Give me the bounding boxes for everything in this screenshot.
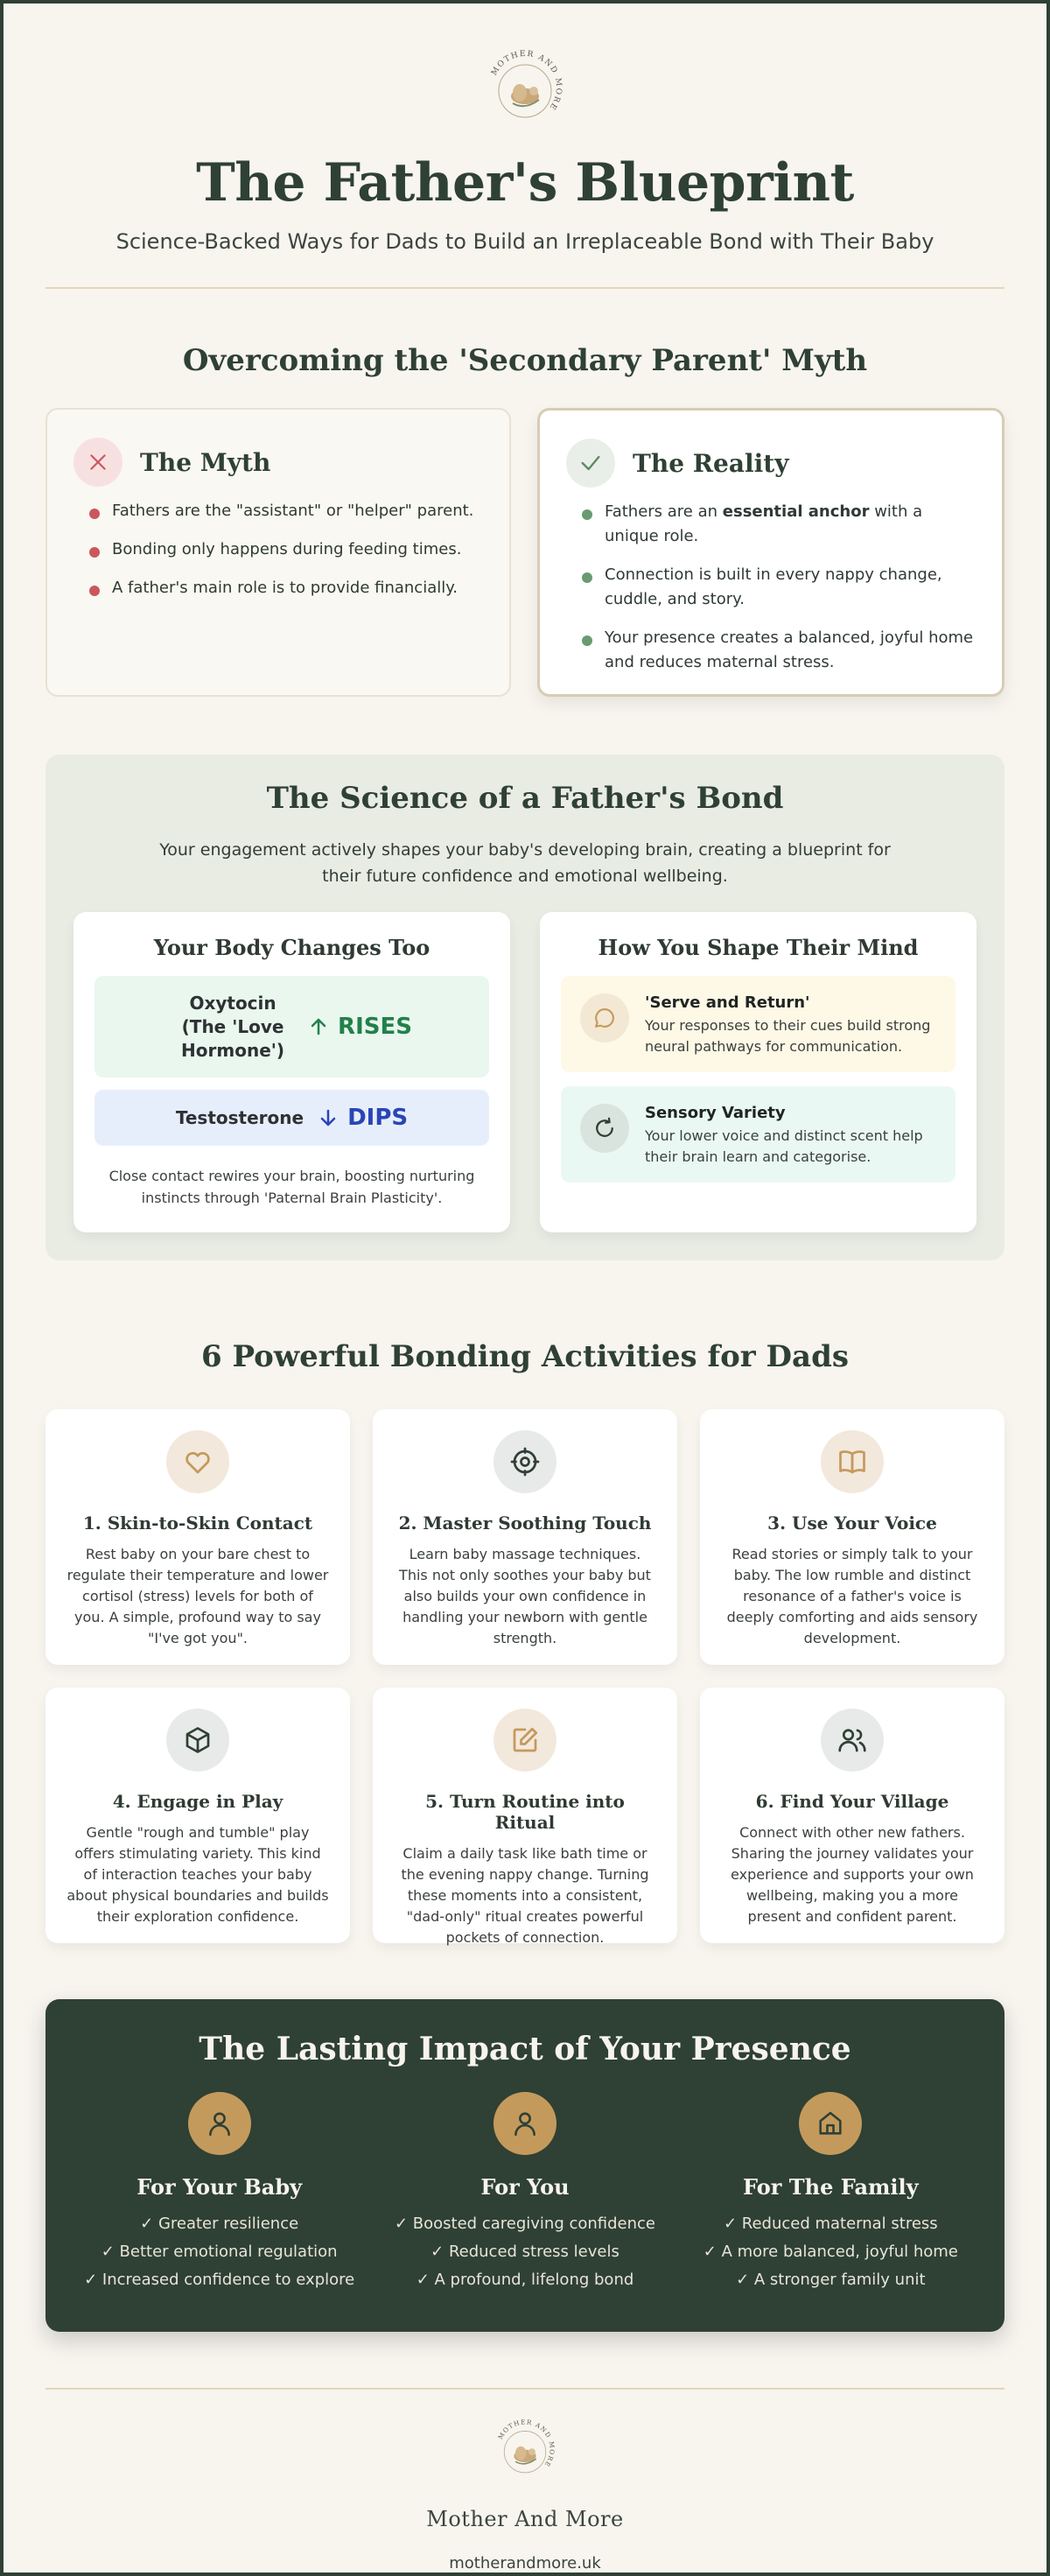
myth-item: Bonding only happens during feeding times. [89, 537, 483, 562]
home-icon [799, 2092, 862, 2155]
arrow-down-icon [318, 1106, 339, 1129]
arrow-up-icon [308, 1015, 329, 1038]
activity-text: Connect with other new fathers. Sharing the journey validates your experience and supports your own wellbeing, making you a more present and confident parent. [731, 1824, 974, 1925]
footer-url-link[interactable]: motherandmore.uk [449, 2554, 601, 2572]
activity-text: Rest baby on your bare chest to regulate their temperature and lower cortisol (stress) levels for both of you. A simple, profound way to say "I've got you". [66, 1546, 329, 1646]
user-icon [494, 2092, 556, 2155]
activity-title: 6. Find Your Village [755, 1791, 949, 1812]
impact-heading: For You [480, 2174, 570, 2200]
reality-item: Your presence creates a balanced, joyful home and reduces maternal stress. [582, 626, 976, 675]
activity-title: 3. Use Your Voice [767, 1513, 937, 1534]
testosterone-box [94, 1090, 489, 1146]
testosterone-label: Testosterone [175, 1106, 304, 1128]
testosterone-value: DIPS [347, 1105, 409, 1131]
activity-card [700, 1409, 1004, 1665]
oxytocin-label: Oxytocin (The 'Love Hormone') [181, 992, 285, 1061]
reality-emphasis: essential anchor [722, 502, 870, 521]
users-icon [821, 1709, 884, 1772]
svg-text:MOTHER AND MORE: MOTHER AND MORE [496, 2418, 556, 2469]
serve-return-title: 'Serve and Return' [645, 993, 810, 1012]
impact-title: The Lasting Impact of Your Presence [199, 2031, 851, 2067]
activity-text: Learn baby massage techniques. This not only soothes your baby but also builds your own confidence in handling your newborn with gentle strength. [399, 1546, 651, 1646]
book-icon [821, 1430, 884, 1493]
user-icon [188, 2092, 251, 2155]
edit-icon [494, 1709, 556, 1772]
impact-item: ✓ Reduced stress levels [430, 2243, 620, 2261]
footer [4, 2390, 1046, 2572]
impact-item: ✓ Boosted caregiving confidence [394, 2215, 655, 2233]
target-icon [494, 1430, 556, 1493]
activities-section [4, 1260, 1046, 1946]
oxytocin-box [94, 976, 489, 1077]
impact-item: ✓ Increased confidence to explore [84, 2271, 355, 2289]
body-changes-card [74, 912, 510, 1232]
header [4, 4, 1046, 254]
activity-title: 4. Engage in Play [112, 1791, 284, 1812]
activity-card [373, 1688, 677, 1946]
activities-title: 6 Powerful Bonding Activities for Dads [201, 1339, 849, 1374]
myth-section-title: Overcoming the 'Secondary Parent' Myth [182, 343, 868, 378]
impact-item: ✓ Reduced maternal stress [723, 2215, 938, 2233]
myth-heading: The Myth [140, 447, 271, 477]
myth-section [4, 289, 1046, 697]
activity-text: Claim a daily task like bath time or the evening nappy change. Turning these moments into a consistent, "dad-only" ritual creates powerful pockets of connection. [401, 1845, 649, 1946]
reality-item: Connection is built in every nappy change, cuddle, and story. [582, 563, 976, 612]
serve-return-box [561, 976, 956, 1072]
sensory-variety-box [561, 1086, 956, 1183]
shape-mind-title: How You Shape Their Mind [598, 935, 919, 960]
footer-brand-name: Mother And More [426, 2507, 624, 2531]
body-changes-title: Your Body Changes Too [153, 935, 430, 960]
serve-return-text: Your responses to their cues build strong neural pathways for communication. [645, 1017, 931, 1055]
heart-icon [166, 1430, 229, 1493]
science-section [46, 755, 1004, 1260]
page-subtitle: Science-Backed Ways for Dads to Build an Irreplaceable Bond with Their Baby [116, 229, 934, 254]
impact-item: ✓ A profound, lifelong bond [416, 2271, 634, 2289]
impact-column [66, 2092, 372, 2294]
shape-mind-card [540, 912, 976, 1232]
impact-item: ✓ A more balanced, joyful home [703, 2243, 958, 2261]
science-intro: Your engagement actively shapes your baby's developing brain, creating a blueprint for their future confidence and emotional wellbeing. [159, 840, 891, 886]
activity-card [46, 1688, 350, 1943]
myth-item: A father's main role is to provide financially. [89, 576, 483, 600]
activity-title: 2. Master Soothing Touch [398, 1513, 652, 1534]
svg-text:MOTHER AND MORE: MOTHER AND MORE [490, 49, 564, 112]
impact-section [46, 1999, 1004, 2332]
check-icon [566, 439, 615, 488]
activity-text: Gentle "rough and tumble" play offers stimulating variety. This kind of interaction teaches your baby about physical boundaries and builds their exploration confidence. [66, 1824, 329, 1925]
impact-item: ✓ Better emotional regulation [101, 2243, 338, 2261]
impact-heading: For Your Baby [136, 2174, 303, 2200]
activity-card [46, 1409, 350, 1665]
impact-item: ✓ Greater resilience [140, 2215, 299, 2233]
activity-title: 5. Turn Routine into Ritual [425, 1791, 625, 1833]
reality-item: Fathers are an essential anchor with a unique role. [582, 500, 976, 549]
footer-logo [492, 2416, 558, 2482]
activity-title: 1. Skin-to-Skin Contact [82, 1513, 313, 1534]
body-changes-note: Close contact rewires your brain, boosting nurturing instincts through 'Paternal Brain Plasticity'. [108, 1168, 475, 1206]
x-icon [74, 438, 122, 487]
activity-text: Read stories or simply talk to your baby. The low rumble and distinct resonance of a father's voice is deeply comforting and aids sensory development. [726, 1546, 978, 1646]
myth-card [46, 408, 511, 697]
refresh-icon [580, 1104, 629, 1153]
impact-heading: For The Family [743, 2174, 919, 2200]
activity-card [373, 1409, 677, 1665]
science-title: The Science of a Father's Bond [266, 781, 784, 816]
page-title: The Father's Blueprint [196, 152, 854, 214]
activity-card [700, 1688, 1004, 1943]
reality-card [537, 408, 1004, 697]
impact-column [678, 2092, 984, 2294]
sensory-variety-text: Your lower voice and distinct scent help their brain learn and categorise. [645, 1127, 923, 1165]
myth-item: Fathers are the "assistant" or "helper" parent. [89, 499, 483, 523]
brand-logo [483, 46, 567, 130]
impact-column [372, 2092, 677, 2294]
impact-item: ✓ A stronger family unit [736, 2271, 926, 2289]
oxytocin-value: RISES [338, 1014, 412, 1040]
reality-heading: The Reality [633, 448, 789, 478]
speech-bubble-icon [580, 993, 629, 1042]
cube-icon [166, 1709, 229, 1772]
sensory-variety-title: Sensory Variety [645, 1104, 786, 1122]
